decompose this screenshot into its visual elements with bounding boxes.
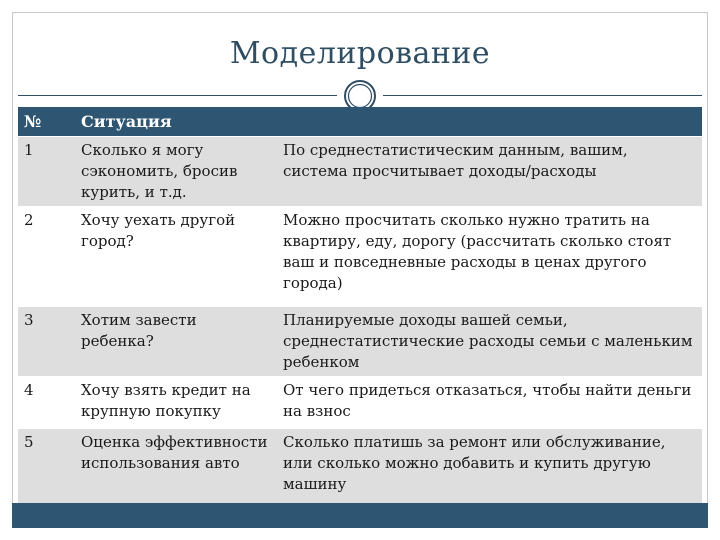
row-situation: Сколько я могу сэкономить, бросив курить, и т.д. (75, 137, 277, 207)
header-number: № (18, 107, 75, 137)
table-row (18, 429, 702, 503)
footer-bar (12, 503, 708, 528)
row-description: Сколько платишь за ремонт или обслуживание, или сколько можно добавить и купить другую машину (277, 429, 702, 503)
row-number: 5 (18, 429, 75, 503)
table-header-row (18, 107, 702, 137)
header-description (277, 107, 702, 137)
table-row (18, 137, 702, 207)
row-situation: Хочу уехать другой город? (75, 207, 277, 307)
row-situation: Оценка эффективности использования авто (75, 429, 277, 503)
row-description: От чего придеться отказаться, чтобы найти деньги на взнос (277, 377, 702, 429)
row-description: Планируемые доходы вашей семьи, среднестатистические расходы семьи с маленьким ребенком (277, 307, 702, 377)
row-number: 1 (18, 137, 75, 207)
slide-title: Моделирование (229, 36, 491, 71)
row-number: 4 (18, 377, 75, 429)
row-number: 2 (18, 207, 75, 307)
row-situation: Хочу взять кредит на крупную покупку (75, 377, 277, 429)
table-row (18, 207, 702, 307)
situations-table (18, 107, 702, 503)
row-situation: Хотим завести ребенка? (75, 307, 277, 377)
table-row (18, 307, 702, 377)
row-description: Можно просчитать сколько нужно тратить на квартиру, еду, дорогу (рассчитать сколько стоят ваш и повседневные расходы в ценах другого города) (277, 207, 702, 307)
row-description: По среднестатистическим данным, вашим, система просчитывает доходы/расходы (277, 137, 702, 207)
table-row (18, 377, 702, 429)
row-number: 3 (18, 307, 75, 377)
header-situation: Ситуация (75, 107, 277, 137)
